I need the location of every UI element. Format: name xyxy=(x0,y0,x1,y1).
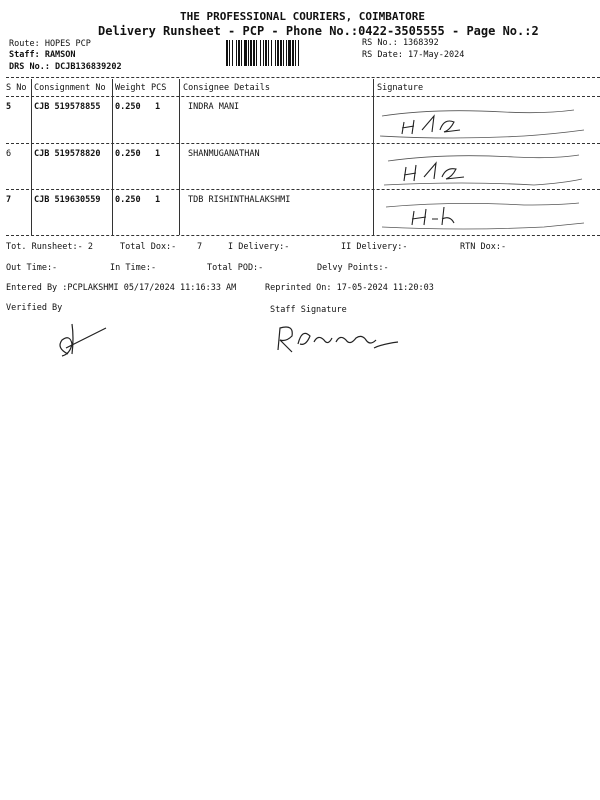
row-divider xyxy=(6,143,600,144)
col-header-weight: Weight xyxy=(115,83,146,93)
i-delivery: I Delivery:- xyxy=(228,242,290,252)
table-top-divider xyxy=(6,77,600,78)
row-divider xyxy=(6,189,600,190)
barcode-image xyxy=(226,40,356,66)
page-title: Delivery Runsheet - PCP - Phone No.:0422-3505555 - Page No.:2 xyxy=(98,24,539,38)
staff-label: Staff: RAMSON xyxy=(9,50,76,60)
total-pod: Total POD:- xyxy=(207,263,264,273)
delvy-points: Delvy Points:- xyxy=(317,263,389,273)
row-sno: 6 xyxy=(6,149,12,159)
col-header-consignee: Consignee Details xyxy=(183,83,270,93)
table-header-divider xyxy=(6,96,600,97)
drs-number: DRS No.: DCJB136839202 xyxy=(9,62,122,72)
row-consignment: CJB 519630559 xyxy=(34,195,101,205)
row-weight: 0.250 xyxy=(115,102,141,112)
table-bottom-divider xyxy=(6,235,600,236)
row-consignment: CJB 519578855 xyxy=(34,102,101,112)
row-weight: 0.250 xyxy=(115,149,141,159)
tot-runsheet: Tot. Runsheet:- 2 xyxy=(6,242,93,252)
row-sno: 5 xyxy=(6,102,12,112)
consignee-signature xyxy=(374,100,594,144)
total-dox-label: Total Dox:- xyxy=(120,242,177,252)
staff-signature-label: Staff Signature xyxy=(270,305,347,315)
col-header-pcs: PCS xyxy=(151,83,167,93)
reprinted-on: Reprinted On: 17-05-2024 11:20:03 xyxy=(265,283,434,293)
consignee-signature xyxy=(374,147,594,191)
ii-delivery: II Delivery:- xyxy=(341,242,408,252)
col-divider xyxy=(31,79,32,235)
rs-number: RS No.: 1368392 xyxy=(362,38,439,48)
staff-signature xyxy=(270,318,410,358)
col-header-sno: S No xyxy=(6,83,27,93)
row-consignment: CJB 519578820 xyxy=(34,149,101,159)
row-pcs: 1 xyxy=(155,195,161,205)
company-name: THE PROFESSIONAL COURIERS, COIMBATORE xyxy=(180,10,426,23)
row-consignee: INDRA MANI xyxy=(188,102,240,112)
total-dox-value: 7 xyxy=(197,242,203,252)
row-consignee: TDB RISHINTHALAKSHMI xyxy=(188,195,291,205)
consignee-signature xyxy=(374,193,594,237)
rtn-dox: RTN Dox:- xyxy=(460,242,507,252)
rs-date: RS Date: 17-May-2024 xyxy=(362,50,465,60)
row-consignee: SHANMUGANATHAN xyxy=(188,149,260,159)
col-header-signature: Signature xyxy=(377,83,424,93)
entered-by: Entered By :PCPLAKSHMI 05/17/2024 11:16:33 AM xyxy=(6,283,237,293)
row-sno: 7 xyxy=(6,195,12,205)
out-time: Out Time:- xyxy=(6,263,58,273)
verifier-signature xyxy=(50,320,120,360)
route-label: Route: HOPES PCP xyxy=(9,39,91,49)
col-divider xyxy=(179,79,180,235)
col-header-consignment: Consignment No xyxy=(34,83,106,93)
in-time: In Time:- xyxy=(110,263,157,273)
row-pcs: 1 xyxy=(155,149,161,159)
verified-by-label: Verified By xyxy=(6,303,63,313)
row-pcs: 1 xyxy=(155,102,161,112)
row-weight: 0.250 xyxy=(115,195,141,205)
col-divider xyxy=(112,79,113,235)
